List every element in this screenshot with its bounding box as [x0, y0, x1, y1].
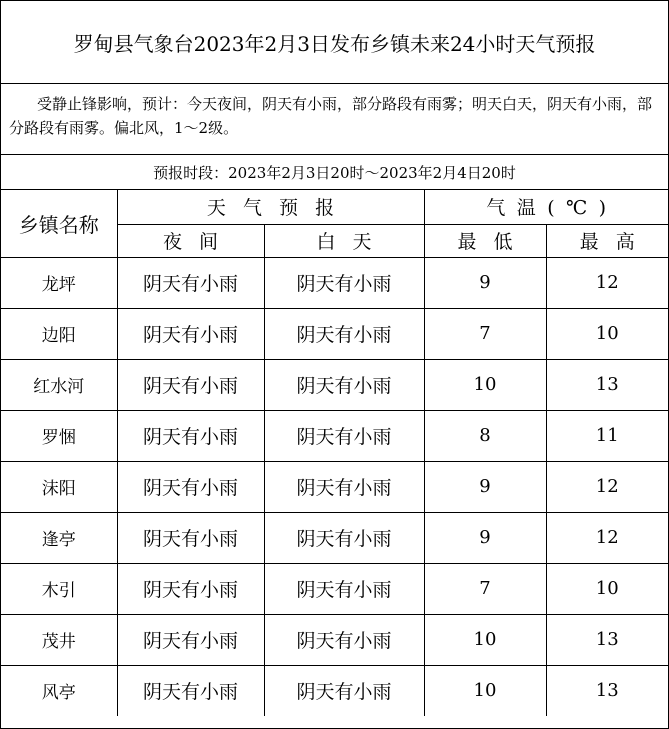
forecast-summary: 受静止锋影响，预计：今天夜间，阴天有小雨，部分路段有雨雾；明天白天，阴天有小雨，部分路段有雨雾。偏北风，1～2级。 [1, 84, 668, 155]
town-name: 风亭 [1, 665, 117, 716]
table-row [1, 308, 668, 359]
forecast-table [1, 190, 668, 716]
min-temp: 10 [424, 614, 546, 665]
day-weather: 阴天有小雨 [264, 410, 424, 461]
night-weather: 阴天有小雨 [117, 614, 264, 665]
min-temp: 8 [424, 410, 546, 461]
night-weather: 阴天有小雨 [117, 512, 264, 563]
header-min: 最低 [424, 224, 546, 257]
day-weather: 阴天有小雨 [264, 257, 424, 308]
night-weather: 阴天有小雨 [117, 410, 264, 461]
forecast-period: 预报时段：2023年2月3日20时～2023年2月4日20时 [1, 155, 668, 190]
max-temp: 12 [546, 257, 668, 308]
table-row [1, 614, 668, 665]
min-temp: 9 [424, 461, 546, 512]
town-name: 红水河 [1, 359, 117, 410]
header-max: 最高 [546, 224, 668, 257]
town-name: 茂井 [1, 614, 117, 665]
max-temp: 10 [546, 308, 668, 359]
max-temp: 12 [546, 512, 668, 563]
night-weather: 阴天有小雨 [117, 563, 264, 614]
night-weather: 阴天有小雨 [117, 461, 264, 512]
max-temp: 12 [546, 461, 668, 512]
max-temp: 13 [546, 359, 668, 410]
header-town: 乡镇名称 [1, 190, 117, 257]
night-weather: 阴天有小雨 [117, 257, 264, 308]
day-weather: 阴天有小雨 [264, 461, 424, 512]
night-weather: 阴天有小雨 [117, 308, 264, 359]
min-temp: 9 [424, 512, 546, 563]
night-weather: 阴天有小雨 [117, 665, 264, 716]
day-weather: 阴天有小雨 [264, 512, 424, 563]
max-temp: 13 [546, 665, 668, 716]
town-name: 沫阳 [1, 461, 117, 512]
table-row [1, 665, 668, 716]
day-weather: 阴天有小雨 [264, 359, 424, 410]
town-name: 罗悃 [1, 410, 117, 461]
page-title: 罗甸县气象台2023年2月3日发布乡镇未来24小时天气预报 [1, 1, 668, 84]
header-temperature: 气温(℃) [424, 190, 668, 224]
town-name: 边阳 [1, 308, 117, 359]
min-temp: 7 [424, 308, 546, 359]
min-temp: 10 [424, 665, 546, 716]
min-temp: 9 [424, 257, 546, 308]
table-row [1, 359, 668, 410]
day-weather: 阴天有小雨 [264, 563, 424, 614]
day-weather: 阴天有小雨 [264, 308, 424, 359]
town-name: 逢亭 [1, 512, 117, 563]
max-temp: 13 [546, 614, 668, 665]
table-row [1, 512, 668, 563]
night-weather: 阴天有小雨 [117, 359, 264, 410]
min-temp: 7 [424, 563, 546, 614]
town-name: 龙坪 [1, 257, 117, 308]
min-temp: 10 [424, 359, 546, 410]
day-weather: 阴天有小雨 [264, 665, 424, 716]
table-row [1, 563, 668, 614]
table-row [1, 257, 668, 308]
header-day: 白天 [264, 224, 424, 257]
max-temp: 11 [546, 410, 668, 461]
town-name: 木引 [1, 563, 117, 614]
day-weather: 阴天有小雨 [264, 614, 424, 665]
header-weather: 天气预报 [117, 190, 424, 224]
table-row [1, 410, 668, 461]
header-night: 夜间 [117, 224, 264, 257]
table-row [1, 461, 668, 512]
max-temp: 10 [546, 563, 668, 614]
